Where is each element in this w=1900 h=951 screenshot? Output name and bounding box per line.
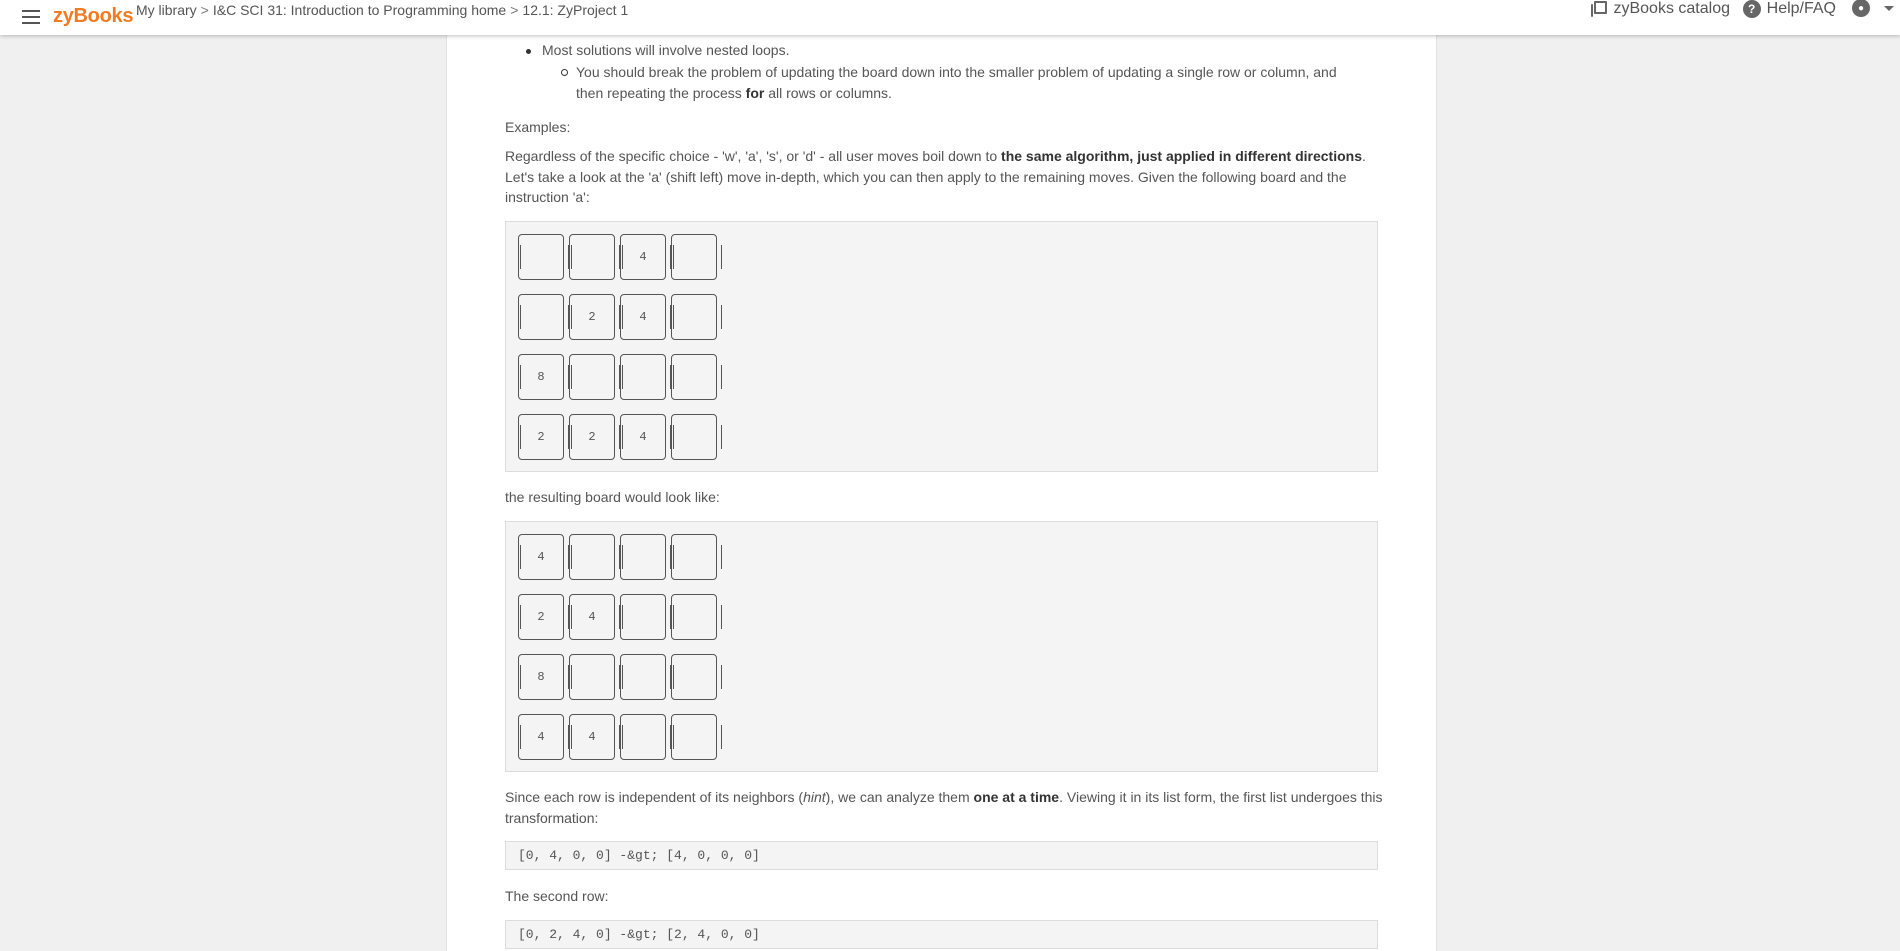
- catalog-label: zyBooks catalog: [1613, 0, 1730, 17]
- breadcrumb-course-home[interactable]: I&C SCI 31: Introduction to Programming home: [212, 2, 507, 18]
- board-cell: 4: [620, 414, 666, 460]
- zybooks-catalog-link[interactable]: [1591, 0, 1730, 18]
- board-cell: 2: [518, 594, 564, 640]
- board-cell: [518, 234, 564, 280]
- board-cell: [518, 294, 564, 340]
- top-bar: [0, 0, 1900, 35]
- board-cell: [671, 594, 717, 640]
- library-books-icon: [1591, 1, 1607, 17]
- board-cell: 4: [620, 234, 666, 280]
- board-before-block: [505, 221, 1378, 472]
- board-cell: 2: [518, 414, 564, 460]
- board-cell: 4: [518, 714, 564, 760]
- code-second-row: [0, 2, 4, 0] -&gt; [2, 4, 0, 0]: [505, 920, 1378, 949]
- board-cell: 4: [518, 534, 564, 580]
- board-cell: [671, 234, 717, 280]
- board-cell: [671, 294, 717, 340]
- help-faq-link[interactable]: [1743, 0, 1836, 18]
- board-cell: [671, 414, 717, 460]
- result-label: the resulting board would look like:: [505, 489, 720, 505]
- board-cell: 8: [518, 654, 564, 700]
- bullet-nested-loops: Most solutions will involve nested loops.: [542, 42, 790, 58]
- board-cell: 4: [569, 594, 615, 640]
- board-cell: [671, 534, 717, 580]
- breadcrumb-current-section: 12.1: ZyProject 1: [522, 2, 629, 18]
- paragraph-regardless: Regardless of the specific choice - 'w', 'a', 's', or 'd' - all user moves boil down to the same algorithm, just applied in different directions. Let's take a look at the 'a' (shift left) move in-depth, which you can then apply to the remaining moves. Given the following board and the instruction 'a':: [505, 148, 1366, 205]
- board-cell: [620, 714, 666, 760]
- breadcrumb-separator: >: [510, 2, 519, 18]
- board-cell: 2: [569, 294, 615, 340]
- paragraph-since-each-row: Since each row is independent of its neighbors (hint), we can analyze them one at a time. Viewing it in its list form, the first list undergoes this transformation:: [505, 789, 1383, 826]
- sub-bullet-break-problem: You should break the problem of updating the board down into the smaller problem of updating a single row or column, and then repeating the process for all rows or columns.: [576, 62, 1366, 103]
- second-row-label: The second row:: [505, 888, 609, 904]
- board-after-block: [505, 521, 1378, 772]
- account-menu[interactable]: [1852, 0, 1894, 17]
- account-circle-icon: ●: [1852, 0, 1870, 17]
- board-cell: 4: [620, 294, 666, 340]
- board-cell: [671, 654, 717, 700]
- board-cell: 4: [569, 714, 615, 760]
- board-cell: [569, 534, 615, 580]
- board-cell: [620, 354, 666, 400]
- board-cell: [620, 594, 666, 640]
- board-cell: 2: [569, 414, 615, 460]
- breadcrumb-separator: >: [200, 2, 209, 18]
- board-cell: [671, 354, 717, 400]
- board-cell: [620, 534, 666, 580]
- zybooks-logo[interactable]: zyBooks: [53, 5, 134, 27]
- code-first-row: [0, 4, 0, 0] -&gt; [4, 0, 0, 0]: [505, 841, 1378, 870]
- help-icon: ?: [1743, 0, 1761, 18]
- board-cell: [671, 714, 717, 760]
- board-cell: 8: [518, 354, 564, 400]
- breadcrumb: [136, 2, 628, 18]
- breadcrumb-my-library[interactable]: My library: [136, 2, 197, 18]
- board-cell: [569, 234, 615, 280]
- board-cell: [569, 354, 615, 400]
- hamburger-menu-icon[interactable]: [22, 10, 40, 24]
- board-cell: [620, 654, 666, 700]
- caret-down-icon: [1884, 6, 1894, 11]
- help-label: Help/FAQ: [1766, 0, 1836, 17]
- examples-label: Examples:: [505, 119, 571, 135]
- content-panel: [446, 0, 1437, 951]
- board-cell: [569, 654, 615, 700]
